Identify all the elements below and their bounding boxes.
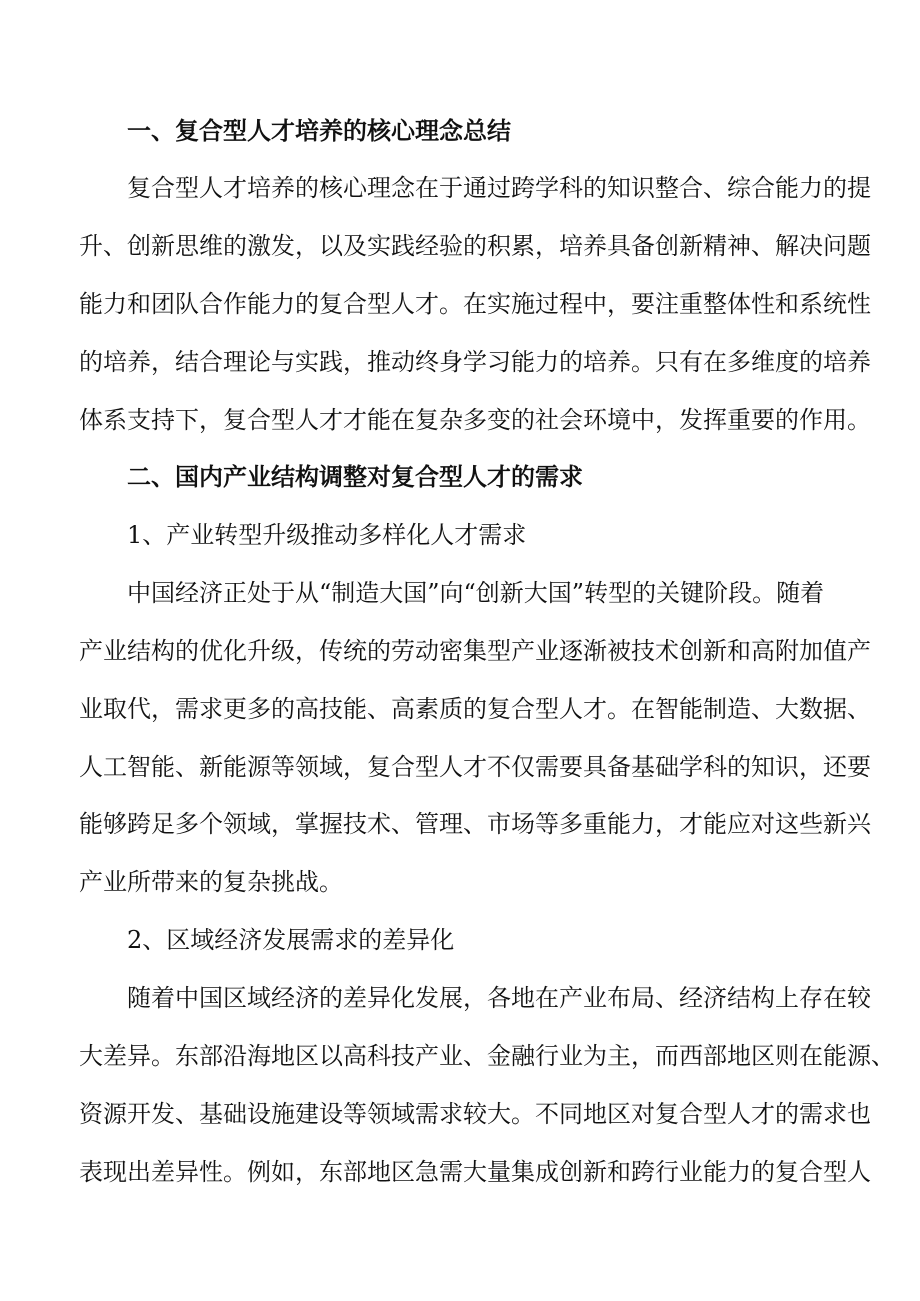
section-1-paragraph-line: 能力和团队合作能力的复合型人才。在实施过程中，要注重整体性和系统性 <box>79 290 871 318</box>
subsection-2-title: 2、区域经济发展需求的差异化 <box>127 926 455 954</box>
subsection-1-paragraph-line: 能够跨足多个领域，掌握技术、管理、市场等多重能力，才能应对这些新兴 <box>79 810 871 838</box>
subsection-1-title: 1、产业转型升级推动多样化人才需求 <box>127 521 527 549</box>
section-1-paragraph-line: 复合型人才培养的核心理念在于通过跨学科的知识整合、综合能力的提 <box>127 174 871 202</box>
subsection-2-paragraph-line: 大差异。东部沿海地区以高科技产业、金融行业为主，而西部地区则在能源、 <box>79 1042 895 1070</box>
subsection-2-paragraph-line: 表现出差异性。例如，东部地区急需大量集成创新和跨行业能力的复合型人 <box>79 1158 871 1186</box>
section-2-heading: 二、国内产业结构调整对复合型人才的需求 <box>127 463 583 491</box>
section-1-paragraph-line: 升、创新思维的激发，以及实践经验的积累，培养具备创新精神、解决问题 <box>79 232 871 260</box>
subsection-1-paragraph-line: 产业所带来的复杂挑战。 <box>79 868 343 896</box>
subsection-1-paragraph-line: 业取代，需求更多的高技能、高素质的复合型人才。在智能制造、大数据、 <box>79 695 871 723</box>
section-1-paragraph-line: 体系支持下，复合型人才才能在复杂多变的社会环境中，发挥重要的作用。 <box>79 406 871 434</box>
subsection-1-paragraph-line: 产业结构的优化升级，传统的劳动密集型产业逐渐被技术创新和高附加值产 <box>79 637 871 665</box>
subsection-1-paragraph-line: 中国经济正处于从“制造大国”向“创新大国”转型的关键阶段。随着 <box>127 579 825 607</box>
subsection-1-paragraph-line: 人工智能、新能源等领域，复合型人才不仅需要具备基础学科的知识，还要 <box>79 753 871 781</box>
subsection-2-paragraph-line: 资源开发、基础设施建设等领域需求较大。不同地区对复合型人才的需求也 <box>79 1100 871 1128</box>
subsection-2-paragraph-line: 随着中国区域经济的差异化发展，各地在产业布局、经济结构上存在较 <box>127 984 871 1012</box>
section-1-heading: 一、复合型人才培养的核心理念总结 <box>127 117 511 145</box>
section-1-paragraph-line: 的培养，结合理论与实践，推动终身学习能力的培养。只有在多维度的培养 <box>79 348 871 376</box>
